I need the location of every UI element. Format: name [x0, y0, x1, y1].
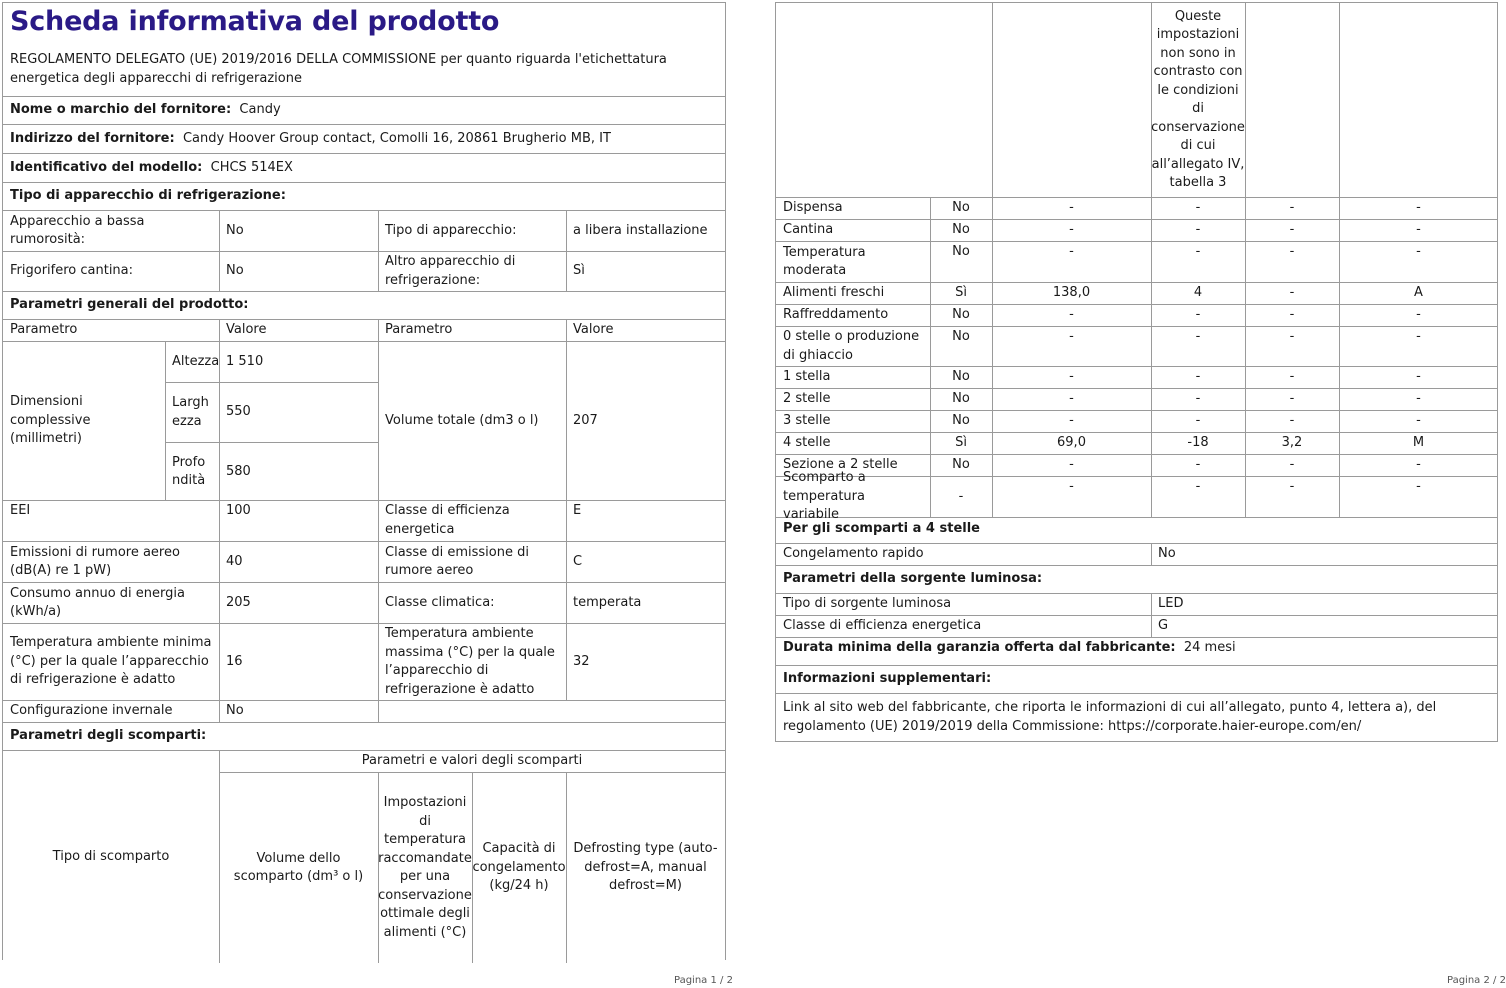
supplier-value: Candy	[239, 102, 281, 118]
param-value: 205	[226, 594, 251, 610]
compartment-defrost: -	[1416, 413, 1421, 429]
dimensions-block	[3, 342, 725, 501]
model-value: CHCS 514EX	[210, 159, 293, 175]
compartment-present: No	[952, 200, 970, 216]
compartment-volume: -	[1069, 329, 1074, 344]
supplier-label: Nome o marchio del fornitore:	[10, 102, 232, 118]
fast-freeze-value: No	[1158, 546, 1176, 562]
param-label: Classe di efficienza energetica	[385, 503, 510, 537]
type-label-1: Apparecchio a bassa rumorosità:	[10, 213, 145, 247]
warranty-label: Durata minima della garanzia offerta dal fabbricante:	[783, 640, 1176, 655]
volume-col-header: Volume dello scomparto (dm³ o l)	[233, 850, 364, 884]
dimension-value: 550	[226, 404, 251, 420]
compartment-name: Scomparto a temperatura variabile	[783, 470, 866, 523]
compartment-freeze: -	[1289, 457, 1295, 473]
compartment-temp: -	[1195, 413, 1201, 429]
volume-value: 207	[573, 412, 598, 428]
compartment-name: 1 stella	[783, 369, 831, 385]
dimension-row	[165, 383, 378, 443]
document-title: Scheda informativa del prodotto	[10, 6, 500, 37]
type-value-1: No	[226, 263, 244, 279]
compartment-defrost: -	[1416, 391, 1421, 407]
regulation-text: REGOLAMENTO DELEGATO (UE) 2019/2016 DELLA COMMISSIONE per quanto riguarda l'etichettatura energetica degli apparecchi di refrigerazione	[10, 52, 667, 86]
light-class-label: Classe di efficienza energetica	[783, 618, 982, 634]
compartment-volume: -	[1069, 244, 1074, 259]
compartment-freeze: -	[1289, 200, 1295, 216]
compartment-row	[776, 220, 1497, 242]
compartment-present: Sì	[955, 435, 967, 451]
compartment-freeze: -	[1289, 369, 1295, 385]
regulation-row	[3, 47, 725, 97]
type-row	[3, 211, 725, 252]
compartment-present: No	[952, 222, 970, 238]
param-row	[3, 624, 725, 701]
compartment-name: Temperatura moderata	[783, 244, 866, 278]
warranty-row	[776, 638, 1497, 666]
model-label: Identificativo del modello:	[10, 159, 203, 175]
compartment-volume: 138,0	[1052, 285, 1091, 301]
compartment-row	[776, 283, 1497, 305]
param-row	[3, 583, 725, 624]
light-header-row	[776, 566, 1497, 594]
param-value: 16	[226, 653, 243, 669]
general-header: Parametri generali del prodotto:	[10, 297, 249, 313]
param-value: E	[573, 503, 582, 518]
compartment-name: 2 stelle	[783, 391, 831, 407]
compartments-header: Parametri degli scomparti:	[10, 728, 207, 744]
info-row	[776, 694, 1497, 741]
compartment-row	[776, 367, 1497, 389]
dimension-label: Profondità	[172, 454, 206, 488]
compartment-name: Alimenti freschi	[783, 285, 885, 301]
param-header-row	[3, 320, 725, 342]
group-col-header: Parametri e valori degli scomparti	[361, 753, 583, 769]
param-label: EEI	[10, 503, 31, 518]
defrost-col-header: Defrosting type (auto-defrost=A, manual defrost=M)	[573, 841, 718, 894]
compartment-volume: -	[1069, 479, 1074, 494]
compartment-row	[776, 411, 1497, 433]
four-star-header-row	[776, 516, 1497, 544]
page-1	[2, 2, 726, 960]
compartment-header-continued	[776, 3, 1497, 198]
type-header-row	[3, 183, 725, 211]
param-label: Consumo annuo di energia (kWh/a)	[10, 585, 185, 619]
compartment-present: No	[952, 244, 970, 259]
compartment-row	[776, 327, 1497, 367]
compartment-present: Sì	[955, 285, 967, 301]
compartment-temp: -	[1195, 244, 1201, 259]
compartment-temp: -	[1195, 222, 1201, 238]
four-star-header: Per gli scomparti a 4 stelle	[783, 521, 980, 537]
compartment-name: Cantina	[783, 222, 834, 238]
compartment-volume: -	[1069, 200, 1074, 216]
compartment-present: No	[952, 329, 970, 344]
info-header-row	[776, 666, 1497, 694]
compartment-freeze: 3,2	[1281, 435, 1303, 451]
compartment-volume: 69,0	[1057, 435, 1086, 451]
param-row	[3, 542, 725, 583]
compartment-temp: 4	[1193, 285, 1203, 301]
fast-freeze-row	[776, 544, 1497, 566]
compartment-freeze: -	[1289, 479, 1295, 494]
compartment-freeze: -	[1289, 391, 1295, 407]
param-value: 40	[226, 553, 243, 569]
compartment-defrost: -	[1416, 457, 1421, 473]
type-value-2: Sì	[573, 263, 585, 279]
compartment-name: 3 stelle	[783, 413, 831, 429]
compartment-freeze: -	[1289, 307, 1295, 323]
light-class-row	[776, 616, 1497, 638]
param-row	[3, 501, 725, 542]
compartment-defrost: M	[1412, 435, 1425, 451]
param-value: 32	[573, 653, 590, 669]
dimension-row	[165, 443, 378, 501]
info-text: Link al sito web del fabbricante, che riporta le informazioni di cui all’allegato, punto 4, lettera a), del regolamento (UE) 2019/2019 della Commissione: https://corporate.haier-europe.com/en/	[783, 700, 1437, 734]
param-row	[3, 701, 725, 723]
compartment-row	[776, 242, 1497, 283]
param-label: Configurazione invernale	[10, 703, 173, 719]
compartment-present: No	[952, 413, 970, 429]
type-value-2: a libera installazione	[573, 222, 708, 238]
info-header: Informazioni supplementari:	[783, 671, 992, 687]
compartment-name: Sezione a 2 stelle	[783, 457, 898, 473]
address-row	[3, 125, 725, 154]
note-col-header: Queste impostazioni non sono in contrasto con le condizioni di conservazione di cui all’allegato IV, tabella 3	[1151, 8, 1245, 190]
value-col-header: Valore	[226, 322, 267, 338]
compartment-name: Raffreddamento	[783, 307, 889, 323]
compartment-temp: -	[1195, 329, 1201, 344]
compartment-freeze: -	[1289, 244, 1295, 259]
compartment-freeze: -	[1289, 329, 1295, 344]
light-header: Parametri della sorgente luminosa:	[783, 571, 1043, 587]
dimensions-label: Dimensioni complessive (millimetri)	[10, 394, 91, 447]
volume-label: Volume totale (dm3 o l)	[385, 412, 539, 428]
param-label: Classe climatica:	[385, 594, 495, 610]
compartment-table-header	[3, 751, 725, 963]
dimension-label: Altezza	[172, 353, 220, 369]
compartment-row	[776, 470, 1497, 523]
compartment-volume: -	[1069, 457, 1074, 473]
compartment-name: 4 stelle	[783, 435, 831, 451]
page-number: Pagina 2 / 2	[1447, 975, 1506, 986]
address-value: Candy Hoover Group contact, Comolli 16, 20861 Brugherio MB, IT	[182, 130, 611, 146]
compartment-defrost: -	[1416, 329, 1421, 344]
type-header: Tipo di apparecchio di refrigerazione:	[10, 188, 286, 204]
compartment-defrost: -	[1416, 244, 1421, 259]
compartment-freeze: -	[1289, 285, 1295, 301]
type-label-2: Tipo di apparecchio:	[385, 222, 517, 238]
compartment-defrost: -	[1416, 222, 1421, 238]
param-label: Temperatura ambiente massima (°C) per la quale l’apparecchio di refrigerazione è adatto	[385, 626, 555, 697]
param-label: Temperatura ambiente minima (°C) per la quale l’apparecchio di refrigerazione è adatto	[10, 635, 212, 688]
page-2	[775, 2, 1498, 742]
param-label: Emissioni di rumore aereo (dB(A) re 1 pW)	[10, 544, 180, 578]
value-col-header: Valore	[573, 322, 614, 338]
compartment-volume: -	[1069, 391, 1074, 407]
temp-col-header: Impostazioni di temperatura raccomandate per una conservazione ottimale degli alimenti (°C)	[378, 795, 472, 940]
compartment-temp: -	[1195, 457, 1201, 473]
general-header-row	[3, 292, 725, 320]
compartment-freeze: -	[1289, 413, 1295, 429]
compartment-defrost: -	[1416, 307, 1421, 323]
compartment-present: No	[952, 391, 970, 407]
compartment-defrost: -	[1416, 479, 1421, 494]
param-label	[378, 701, 566, 722]
compartment-present: No	[952, 369, 970, 385]
compartment-present: No	[952, 457, 970, 473]
compartment-freeze: -	[1289, 222, 1295, 238]
compartment-temp: -	[1195, 200, 1201, 216]
light-class-value: G	[1158, 618, 1169, 634]
dimension-value: 1 510	[226, 353, 264, 369]
fast-freeze-label: Congelamento rapido	[783, 546, 924, 562]
warranty-value: 24 mesi	[1183, 640, 1236, 655]
light-type-label: Tipo di sorgente luminosa	[783, 596, 952, 612]
model-row	[3, 154, 725, 183]
freeze-col-header: Capacità di congelamento (kg/24 h)	[472, 841, 566, 894]
compartment-name: 0 stelle o produzione di ghiaccio	[783, 329, 920, 363]
supplier-row	[3, 97, 725, 125]
address-label: Indirizzo del fornitore:	[10, 130, 175, 146]
compartment-row	[776, 433, 1497, 455]
compartment-defrost: A	[1414, 285, 1423, 301]
compartment-volume: -	[1069, 307, 1074, 323]
type-row	[3, 252, 725, 292]
compartment-temp: -	[1195, 479, 1201, 494]
param-value: temperata	[573, 594, 642, 610]
light-type-row	[776, 594, 1497, 616]
compartment-present: -	[958, 488, 964, 504]
param-value: C	[573, 553, 583, 569]
compartment-name: Dispensa	[783, 200, 843, 216]
dimension-row	[165, 342, 378, 383]
param-col-header: Parametro	[385, 322, 453, 338]
param-value: No	[226, 703, 244, 719]
compartment-temp: -	[1195, 307, 1201, 323]
compartment-volume: -	[1069, 413, 1074, 429]
compartment-row	[776, 305, 1497, 327]
type-value-1: No	[226, 222, 244, 238]
compartment-temp: -	[1195, 391, 1201, 407]
compartment-defrost: -	[1416, 200, 1421, 216]
compartment-temp: -	[1195, 369, 1201, 385]
compartment-row	[776, 198, 1497, 220]
param-value: 100	[226, 503, 251, 518]
type-label-2: Altro apparecchio di refrigerazione:	[385, 254, 516, 288]
dimension-label: Larghezza	[172, 395, 209, 429]
compartments-header-row	[3, 723, 725, 751]
compartment-row	[776, 389, 1497, 411]
page-number: Pagina 1 / 2	[674, 975, 733, 986]
param-col-header: Parametro	[10, 322, 78, 338]
param-label: Classe di emissione di rumore aereo	[385, 544, 529, 578]
compartment-defrost: -	[1416, 369, 1421, 385]
compartment-volume: -	[1069, 222, 1074, 238]
dimension-value: 580	[226, 463, 251, 479]
compartment-present: No	[952, 307, 970, 323]
light-type-value: LED	[1158, 596, 1184, 612]
type-col-header: Tipo di scomparto	[52, 848, 170, 864]
type-label-1: Frigorifero cantina:	[10, 263, 134, 279]
compartment-volume: -	[1069, 369, 1074, 385]
compartment-temp: -18	[1187, 435, 1209, 451]
